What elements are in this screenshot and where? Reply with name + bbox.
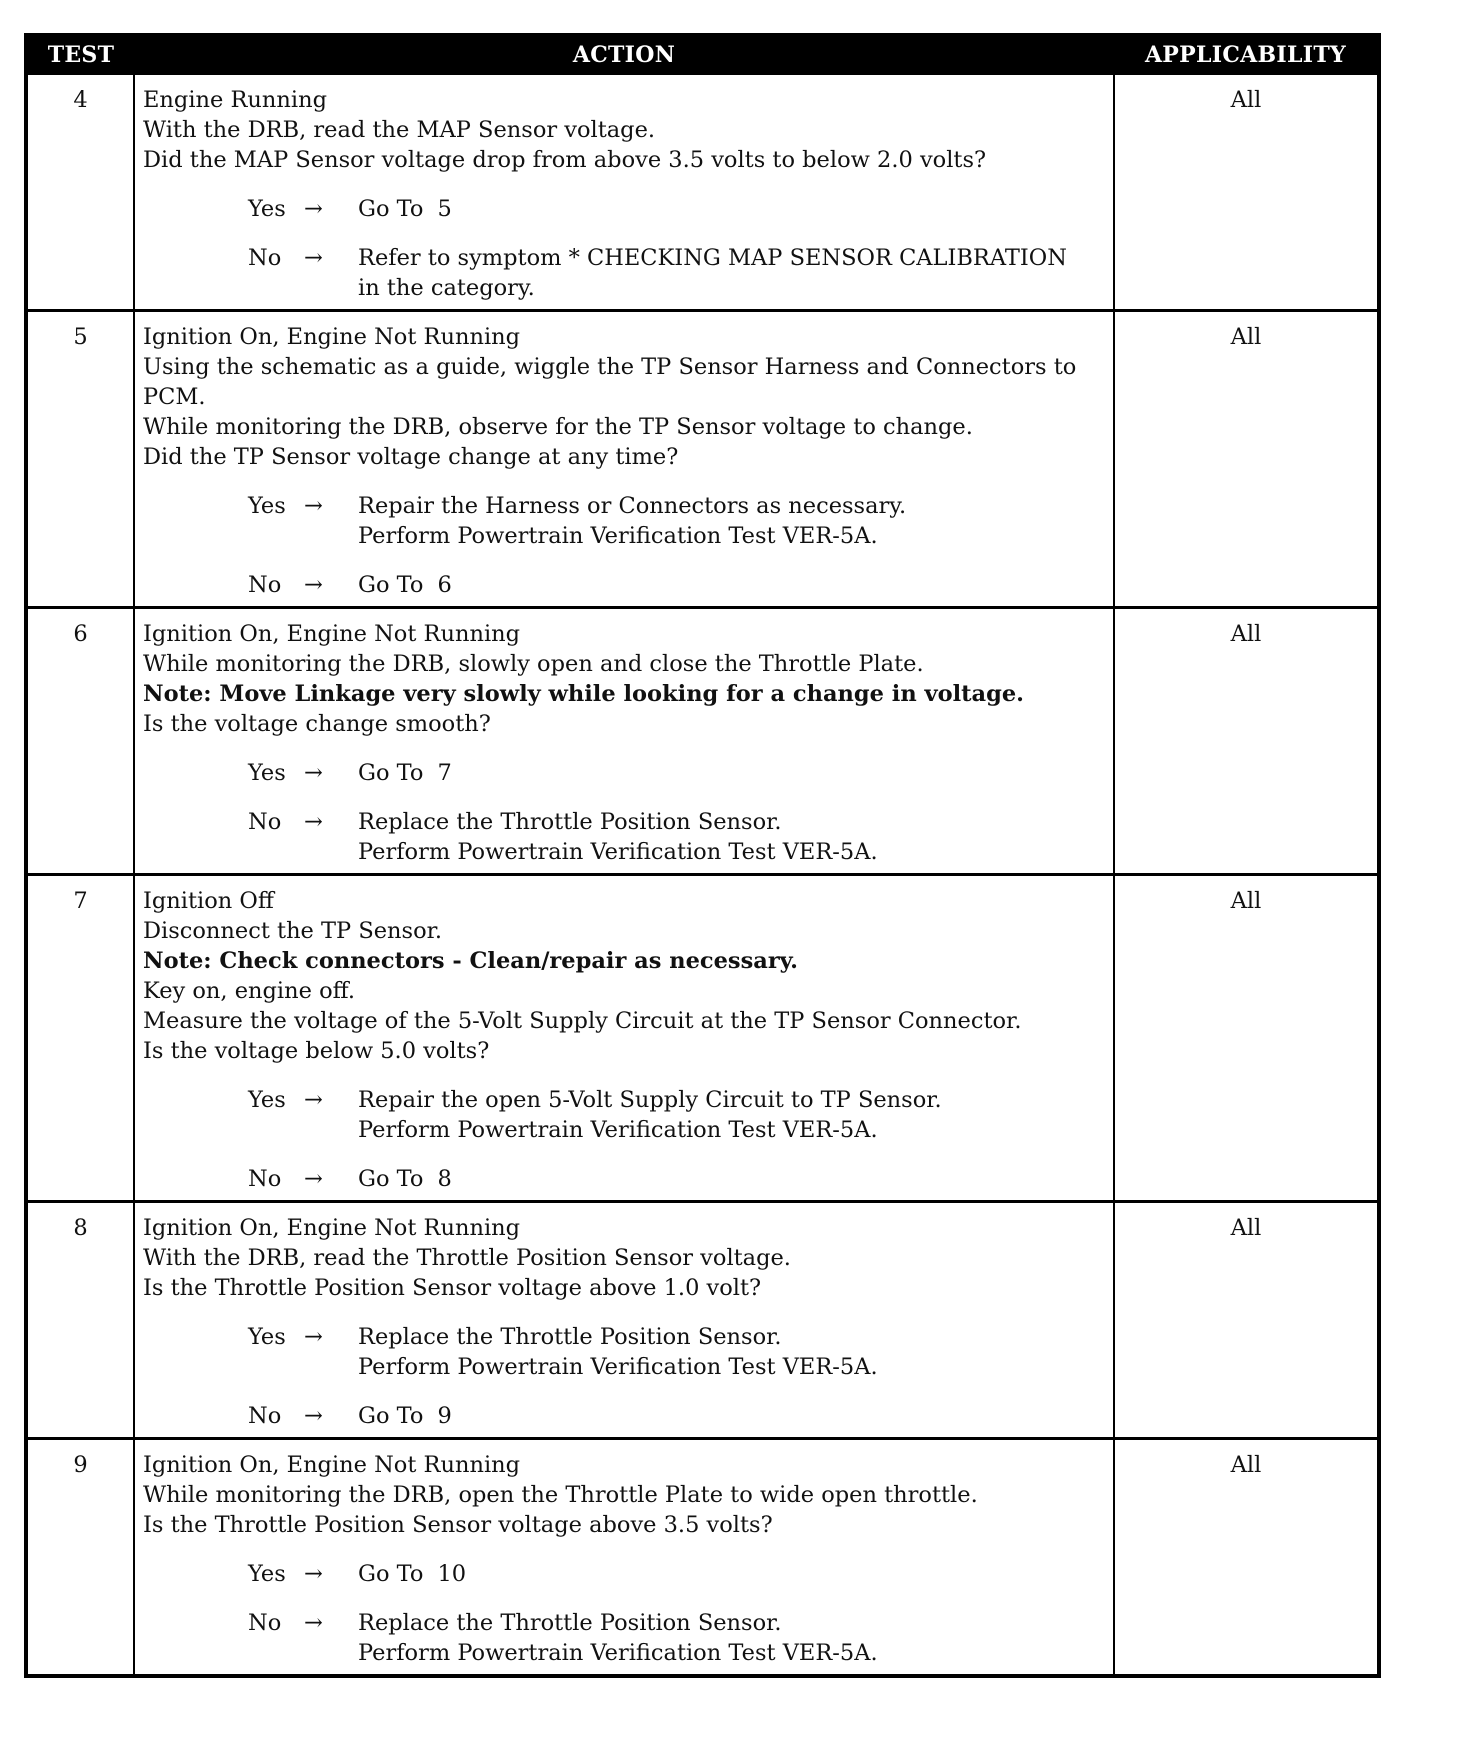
diagnostic-test-table (24, 33, 1381, 1678)
goto-step-number: 9 (437, 1403, 452, 1429)
instruction-line: Is the voltage below 5.0 volts? (143, 1038, 490, 1064)
test-row-7 (26, 875, 1379, 1202)
yes-response (143, 491, 1107, 551)
action-cell (134, 1202, 1114, 1439)
result-line: Repair the Harness or Connectors as necessary. (358, 493, 907, 519)
instruction-line: Is the Throttle Position Sensor voltage above 3.5 volts? (143, 1512, 773, 1538)
instruction-line: Ignition On, Engine Not Running (143, 1452, 521, 1478)
goto-link[interactable] (358, 1561, 466, 1587)
table-header-row (26, 35, 1379, 74)
test-number: 5 (26, 311, 134, 608)
goto-step-number: 8 (437, 1166, 452, 1192)
result-line: Perform Powertrain Verification Test VER-5A. (358, 523, 878, 549)
arrow-icon: → (304, 1324, 323, 1350)
applicability-value: All (1114, 608, 1379, 875)
instruction-line: Key on, engine off. (143, 978, 355, 1004)
result-line: Perform Powertrain Verification Test VER-5A. (358, 1117, 878, 1143)
yes-label: Yes (248, 1087, 286, 1113)
no-label: No (248, 809, 282, 835)
note-line: Note: Check connectors - Clean/repair as necessary. (143, 948, 798, 974)
header-applicability: APPLICABILITY (1114, 35, 1379, 74)
goto-step-number: 10 (437, 1561, 467, 1587)
goto-link[interactable] (358, 1166, 452, 1192)
result-line: in the category. (358, 275, 535, 301)
goto-step-number: 7 (437, 760, 452, 786)
instruction-line: While monitoring the DRB, slowly open and close the Throttle Plate. (143, 651, 924, 677)
no-result (358, 1164, 1107, 1194)
no-response (143, 1164, 1107, 1194)
goto-link[interactable] (358, 196, 452, 222)
no-response (143, 807, 1107, 867)
test-number: 7 (26, 875, 134, 1202)
instruction-line: Ignition Off (143, 888, 274, 914)
no-result (358, 1401, 1107, 1431)
goto-label: Go To (358, 1403, 424, 1429)
no-response (143, 570, 1107, 600)
instruction-line: Engine Running (143, 87, 327, 113)
goto-step-number: 5 (437, 196, 452, 222)
yes-response (143, 1322, 1107, 1382)
yes-label: Yes (248, 1561, 286, 1587)
no-label: No (248, 1403, 282, 1429)
note-line: Note: Move Linkage very slowly while looking for a change in voltage. (143, 681, 1025, 707)
goto-label: Go To (358, 572, 424, 598)
result-line: Perform Powertrain Verification Test VER-5A. (358, 839, 878, 865)
test-row-8 (26, 1202, 1379, 1439)
goto-link[interactable] (358, 760, 452, 786)
result-line: Refer to symptom * CHECKING MAP SENSOR CALIBRATION (358, 245, 1067, 271)
result-line: Perform Powertrain Verification Test VER-5A. (358, 1354, 878, 1380)
test-number: 4 (26, 74, 134, 311)
yes-response (143, 194, 1107, 224)
result-line: Replace the Throttle Position Sensor. (358, 1324, 782, 1350)
instruction-line: Did the MAP Sensor voltage drop from above 3.5 volts to below 2.0 volts? (143, 147, 987, 173)
yes-label: Yes (248, 493, 286, 519)
no-label: No (248, 1610, 282, 1636)
arrow-icon: → (304, 1561, 323, 1587)
action-cell (134, 608, 1114, 875)
applicability-value: All (1114, 74, 1379, 311)
goto-link[interactable] (358, 572, 452, 598)
arrow-icon: → (304, 572, 323, 598)
yes-label: Yes (248, 196, 286, 222)
yes-label: Yes (248, 1324, 286, 1350)
yes-result (358, 194, 1107, 224)
instruction-line: Using the schematic as a guide, wiggle the TP Sensor Harness and Connectors to PCM. (143, 354, 1077, 410)
instruction-line: With the DRB, read the MAP Sensor voltage. (143, 117, 656, 143)
no-response (143, 243, 1107, 303)
applicability-value: All (1114, 311, 1379, 608)
header-test: TEST (26, 35, 134, 74)
applicability-value: All (1114, 1202, 1379, 1439)
arrow-icon: → (304, 1403, 323, 1429)
yes-result (358, 1085, 1107, 1145)
arrow-icon: → (304, 760, 323, 786)
goto-step-number: 6 (437, 572, 452, 598)
no-result (358, 1608, 1107, 1668)
no-result (358, 570, 1107, 600)
yes-response (143, 1085, 1107, 1145)
instruction-line: Disconnect the TP Sensor. (143, 918, 443, 944)
yes-label: Yes (248, 760, 286, 786)
yes-result (358, 758, 1107, 788)
instruction-line: Ignition On, Engine Not Running (143, 621, 521, 647)
no-label: No (248, 572, 282, 598)
arrow-icon: → (304, 1610, 323, 1636)
goto-link[interactable] (358, 1403, 452, 1429)
instruction-line: While monitoring the DRB, open the Throttle Plate to wide open throttle. (143, 1482, 978, 1508)
action-cell (134, 875, 1114, 1202)
instruction-line: Is the Throttle Position Sensor voltage above 1.0 volt? (143, 1275, 762, 1301)
arrow-icon: → (304, 245, 323, 271)
yes-result (358, 491, 1107, 551)
action-cell (134, 1439, 1114, 1677)
test-number: 9 (26, 1439, 134, 1677)
goto-label: Go To (358, 1166, 424, 1192)
goto-label: Go To (358, 196, 424, 222)
header-action: ACTION (134, 35, 1114, 74)
no-response (143, 1401, 1107, 1431)
no-label: No (248, 245, 282, 271)
instruction-line: While monitoring the DRB, observe for the TP Sensor voltage to change. (143, 414, 973, 440)
yes-result (358, 1322, 1107, 1382)
goto-label: Go To (358, 760, 424, 786)
no-response (143, 1608, 1107, 1668)
goto-label: Go To (358, 1561, 424, 1587)
test-row-9 (26, 1439, 1379, 1677)
no-label: No (248, 1166, 282, 1192)
yes-result (358, 1559, 1107, 1589)
instruction-line: Ignition On, Engine Not Running (143, 324, 521, 350)
applicability-value: All (1114, 875, 1379, 1202)
instruction-line: Is the voltage change smooth? (143, 711, 491, 737)
test-number: 6 (26, 608, 134, 875)
result-line: Replace the Throttle Position Sensor. (358, 1610, 782, 1636)
action-cell (134, 311, 1114, 608)
arrow-icon: → (304, 1166, 323, 1192)
result-line: Replace the Throttle Position Sensor. (358, 809, 782, 835)
yes-response (143, 758, 1107, 788)
test-number: 8 (26, 1202, 134, 1439)
instruction-line: Ignition On, Engine Not Running (143, 1215, 521, 1241)
arrow-icon: → (304, 196, 323, 222)
test-row-4 (26, 74, 1379, 311)
arrow-icon: → (304, 809, 323, 835)
arrow-icon: → (304, 493, 323, 519)
no-result (358, 243, 1107, 303)
no-result (358, 807, 1107, 867)
diagnostic-procedure-page (24, 33, 1377, 1678)
instruction-line: Did the TP Sensor voltage change at any time? (143, 444, 679, 470)
instruction-line: Measure the voltage of the 5-Volt Supply Circuit at the TP Sensor Connector. (143, 1008, 1022, 1034)
arrow-icon: → (304, 1087, 323, 1113)
instruction-line: With the DRB, read the Throttle Position Sensor voltage. (143, 1245, 791, 1271)
action-cell (134, 74, 1114, 311)
applicability-value: All (1114, 1439, 1379, 1677)
test-row-5 (26, 311, 1379, 608)
result-line: Repair the open 5-Volt Supply Circuit to TP Sensor. (358, 1087, 942, 1113)
yes-response (143, 1559, 1107, 1589)
result-line: Perform Powertrain Verification Test VER-5A. (358, 1640, 878, 1666)
test-row-6 (26, 608, 1379, 875)
